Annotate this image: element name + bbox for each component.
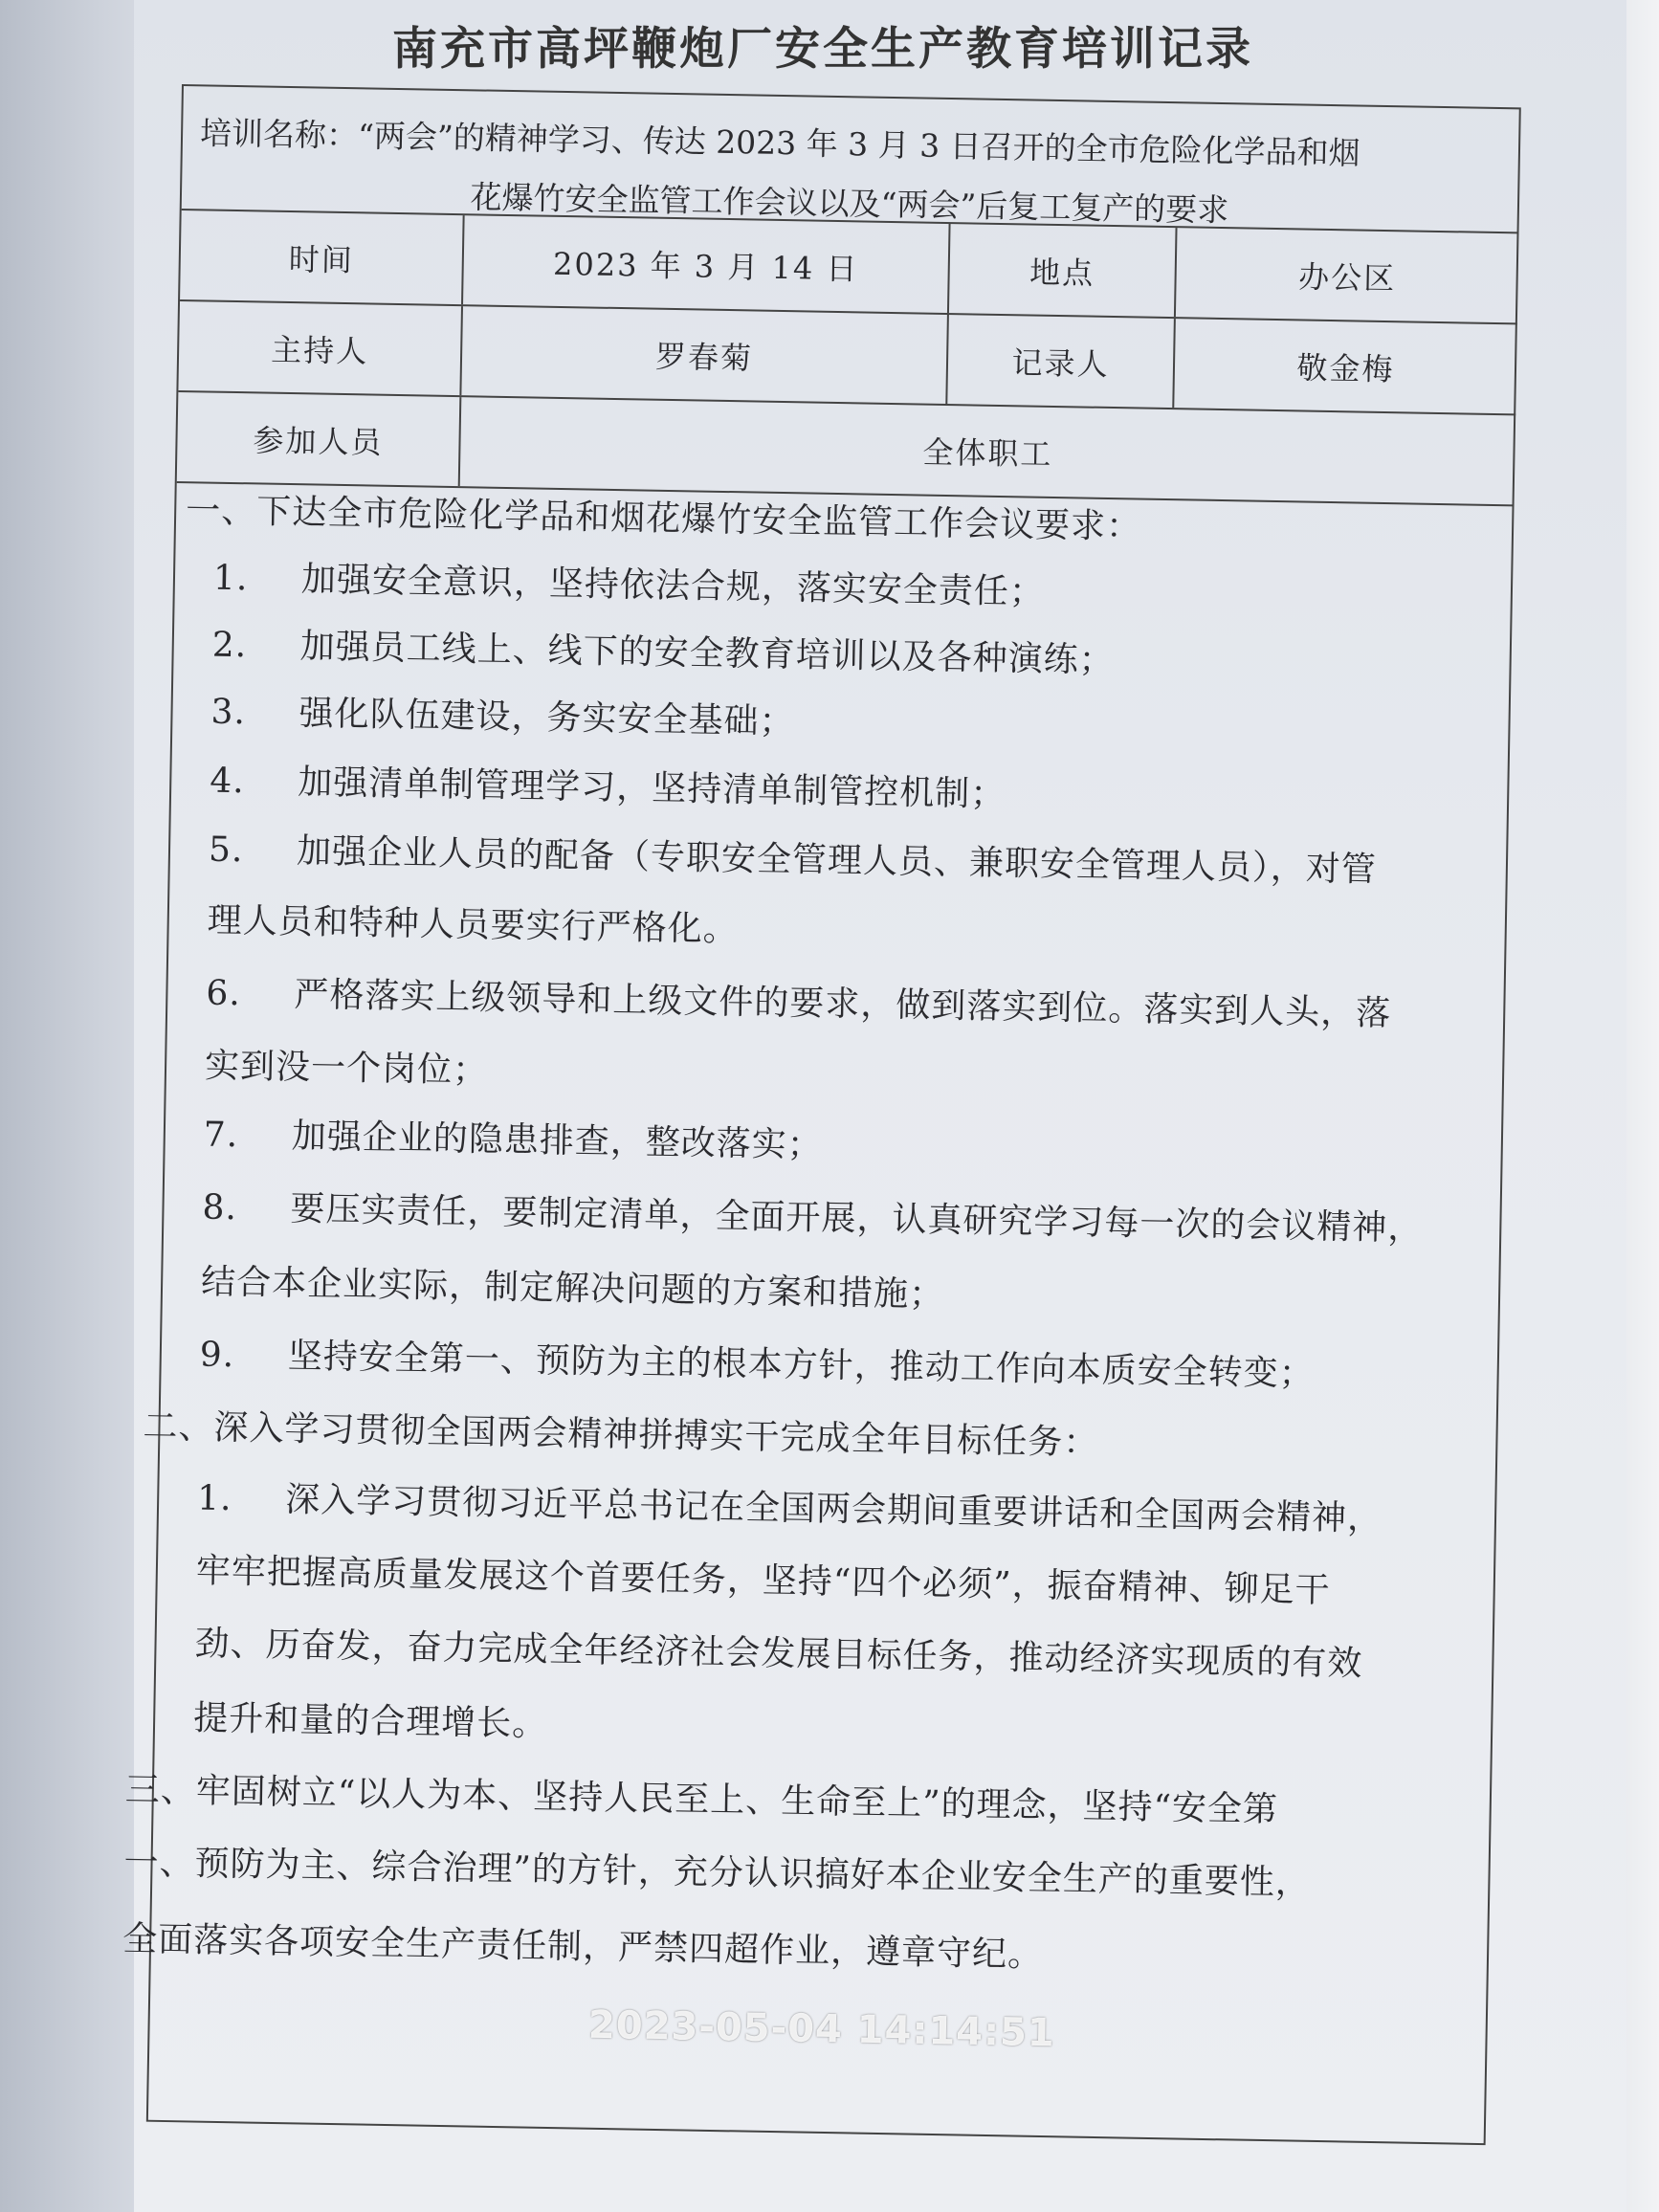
binder-shadow [0, 0, 144, 2212]
photo-timestamp: 2023-05-04 14:14:51 [587, 2002, 1056, 2056]
time-label: 时间 [180, 210, 465, 304]
list-item-text: 要压实责任，要制定清单，全面开展，认真研究学习每一次的会议精神， [290, 1189, 1424, 1249]
list-item-number: 4. [209, 761, 246, 802]
recorder-label: 记录人 [947, 315, 1176, 408]
list-item-number: 5. [208, 830, 244, 871]
host-value: 罗春菊 [461, 306, 949, 404]
time-value: 2023 年 3 月 14 日 [463, 215, 951, 313]
list-item-number: 1. [196, 1478, 232, 1519]
list-item-text: 加强清单制管理学习，坚持清单制管控机制； [297, 763, 1006, 815]
recorder-value: 敬金梅 [1296, 348, 1395, 387]
section-3-line2: 一、预防为主、综合治理”的方针，充分认识搞好本企业安全生产的重要性， [123, 1843, 1312, 1903]
list-item-text: 加强企业的隐患排查，整改落实； [291, 1117, 824, 1165]
place-value: 办公区 [1297, 257, 1397, 297]
list-item-number: 3. [210, 692, 247, 733]
list-item [203, 1108, 823, 1167]
list-item-text: 强化队伍建设，务实安全基础； [299, 694, 795, 742]
host-label: 主持人 [178, 301, 463, 395]
training-record-form [122, 84, 1521, 2145]
participants-label: 参加人员 [177, 392, 462, 486]
place-label: 地点 [949, 224, 1178, 317]
section-1-heading: 一、下达全市危险化学品和烟花爆竹安全监管工作会议要求： [185, 491, 1142, 547]
list-item [211, 618, 1115, 682]
list-item [202, 1181, 1424, 1250]
list-item-number: 7. [203, 1115, 239, 1156]
list-item-number: 9. [199, 1335, 235, 1376]
list-item-number: 2. [211, 625, 248, 666]
training-name-line2: 花爆竹安全监管工作会议以及“两会”后复工复产的要求 [470, 178, 1229, 230]
list-item-continuation: 实到没一个岗位； [204, 1046, 489, 1091]
list-item-text: 加强企业人员的配备（专职安全管理人员、兼职安全管理人员），对管 [296, 831, 1378, 890]
list-item-number: 6. [206, 973, 242, 1014]
list-item [213, 551, 1046, 614]
document-title: 南充市高坪鞭炮厂安全生产教育培训记录 [392, 23, 1253, 76]
list-item-number: 8. [202, 1187, 238, 1228]
info-table [177, 86, 1521, 506]
list-item-text: 加强安全意识，坚持依法合规，落实安全责任； [300, 560, 1046, 612]
list-item [210, 685, 795, 744]
list-item-continuation: 结合本企业实际，制定解决问题的方案和措施； [200, 1262, 945, 1316]
training-name-row [182, 86, 1521, 233]
list-item [209, 823, 1378, 892]
list-item-text: 严格落实上级领导和上级文件的要求，做到落实到位。落实到人头，落 [294, 975, 1392, 1034]
list-item-continuation: 劲、历奋发，奋力完成全年经济社会发展目标任务，推动经济实现质的有效 [194, 1624, 1363, 1684]
list-item [199, 1328, 1315, 1396]
list-item [206, 966, 1392, 1036]
section-3-line3: 全面落实各项安全生产责任制，严禁四超作业，遵章守纪。 [122, 1919, 1044, 1976]
list-item [197, 1471, 1383, 1541]
list-item-continuation: 理人员和特种人员要实行严格化。 [207, 900, 740, 950]
list-item-continuation: 牢牢把握高质量发展这个首要任务，坚持“四个必须”，振奋精神、铆足干 [195, 1551, 1331, 1611]
training-name-line1: 培训名称：“两会”的精神学习、传达 2023 年 3 月 3 日召开的全市危险化学品和烟 [199, 114, 1360, 172]
list-item [210, 754, 1006, 817]
participants-value: 全体职工 [922, 433, 1053, 473]
section-2-heading: 二、深入学习贯彻全国两会精神拼搏实干完成全年目标任务： [143, 1406, 1099, 1463]
section-3-line1: 三、牢固树立“以人为本、坚持人民至上、生命至上”的理念，坚持“安全第 [124, 1770, 1279, 1830]
list-item-continuation: 提升和量的合理增长。 [192, 1698, 548, 1744]
list-item-text: 坚持安全第一、预防为主的根本方针，推动工作向本质安全转变； [287, 1337, 1316, 1394]
list-item-number: 1. [212, 558, 249, 599]
list-item-text: 深入学习贯彻习近平总书记在全国两会期间重要讲话和全国两会精神， [284, 1480, 1383, 1539]
list-item-text: 加强员工线上、线下的安全教育培训以及各种演练； [299, 627, 1116, 681]
